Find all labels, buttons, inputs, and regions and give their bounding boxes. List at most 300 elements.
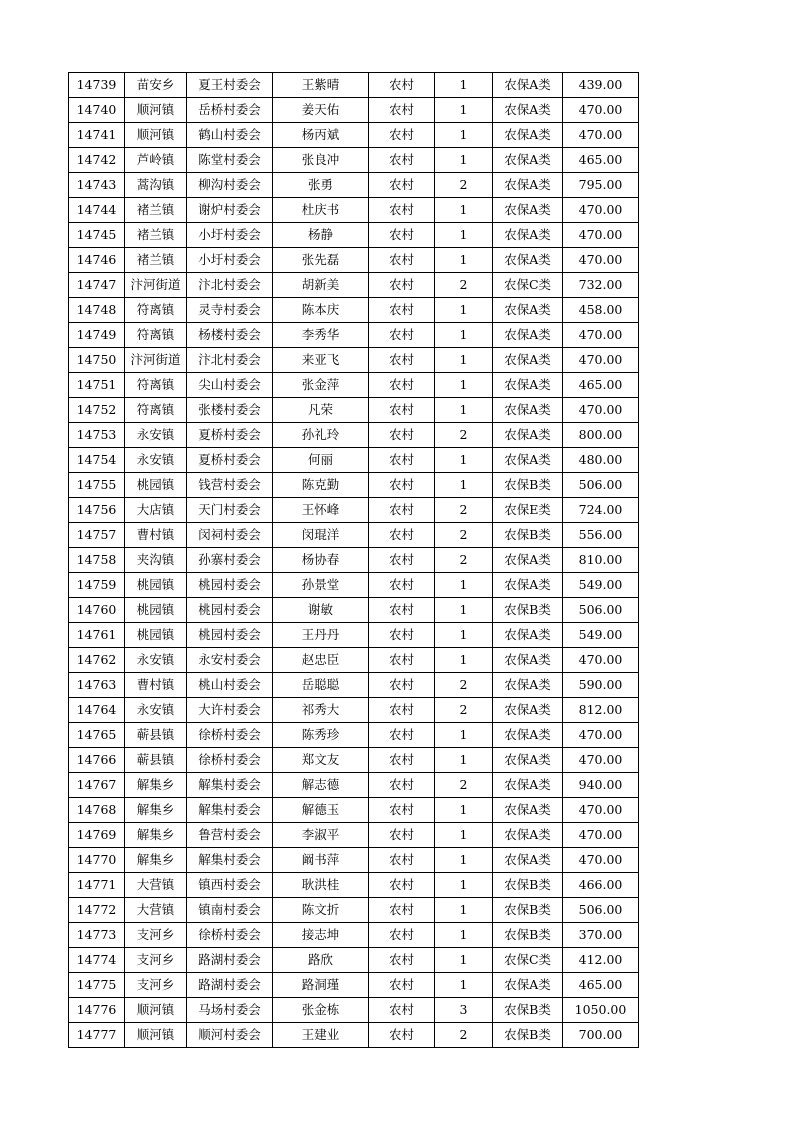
village-cell: 灵寺村委会 [187,298,273,323]
area-type-cell: 农村 [369,448,435,473]
table-row [69,473,639,498]
id-cell: 14772 [69,898,125,923]
township-cell: 芦岭镇 [125,148,187,173]
count-cell: 2 [435,1023,493,1048]
village-cell: 夏桥村委会 [187,448,273,473]
count-cell: 3 [435,998,493,1023]
count-cell: 2 [435,423,493,448]
amount-cell: 465.00 [563,373,639,398]
count-cell: 1 [435,873,493,898]
name-cell: 陈秀珍 [273,723,369,748]
table-row [69,948,639,973]
id-cell: 14739 [69,73,125,98]
table-row [69,773,639,798]
township-cell: 汴河街道 [125,348,187,373]
township-cell: 符离镇 [125,398,187,423]
name-cell: 祁秀大 [273,698,369,723]
count-cell: 1 [435,623,493,648]
table-row [69,698,639,723]
township-cell: 支河乡 [125,923,187,948]
id-cell: 14773 [69,923,125,948]
village-cell: 谢炉村委会 [187,198,273,223]
village-cell: 桃园村委会 [187,623,273,648]
amount-cell: 470.00 [563,323,639,348]
area-type-cell: 农村 [369,723,435,748]
township-cell: 蒿沟镇 [125,173,187,198]
table-row [69,398,639,423]
id-cell: 14745 [69,223,125,248]
name-cell: 接志坤 [273,923,369,948]
category-cell: 农保A类 [493,298,563,323]
area-type-cell: 农村 [369,998,435,1023]
table-row [69,373,639,398]
count-cell: 2 [435,523,493,548]
count-cell: 2 [435,773,493,798]
area-type-cell: 农村 [369,898,435,923]
village-cell: 解集村委会 [187,773,273,798]
name-cell: 张勇 [273,173,369,198]
amount-cell: 549.00 [563,623,639,648]
category-cell: 农保A类 [493,673,563,698]
name-cell: 杨静 [273,223,369,248]
count-cell: 1 [435,848,493,873]
area-type-cell: 农村 [369,123,435,148]
table-row [69,848,639,873]
category-cell: 农保A类 [493,323,563,348]
count-cell: 1 [435,973,493,998]
table-row [69,923,639,948]
township-cell: 桃园镇 [125,473,187,498]
amount-cell: 465.00 [563,973,639,998]
category-cell: 农保A类 [493,748,563,773]
count-cell: 1 [435,748,493,773]
village-cell: 大许村委会 [187,698,273,723]
area-type-cell: 农村 [369,948,435,973]
township-cell: 永安镇 [125,648,187,673]
id-cell: 14753 [69,423,125,448]
category-cell: 农保A类 [493,548,563,573]
name-cell: 姜天佑 [273,98,369,123]
table-row [69,873,639,898]
category-cell: 农保A类 [493,223,563,248]
count-cell: 1 [435,298,493,323]
township-cell: 大营镇 [125,873,187,898]
name-cell: 王怀峰 [273,498,369,523]
count-cell: 2 [435,673,493,698]
village-cell: 小圩村委会 [187,248,273,273]
area-type-cell: 农村 [369,98,435,123]
id-cell: 14742 [69,148,125,173]
village-cell: 徐桥村委会 [187,923,273,948]
table-row [69,548,639,573]
count-cell: 1 [435,73,493,98]
table-row [69,973,639,998]
category-cell: 农保A类 [493,198,563,223]
township-cell: 汴河街道 [125,273,187,298]
village-cell: 徐桥村委会 [187,748,273,773]
id-cell: 14744 [69,198,125,223]
name-cell: 杜庆书 [273,198,369,223]
category-cell: 农保A类 [493,573,563,598]
category-cell: 农保E类 [493,498,563,523]
area-type-cell: 农村 [369,598,435,623]
amount-cell: 812.00 [563,698,639,723]
township-cell: 褚兰镇 [125,223,187,248]
category-cell: 农保A类 [493,373,563,398]
village-cell: 桃园村委会 [187,573,273,598]
id-cell: 14768 [69,798,125,823]
area-type-cell: 农村 [369,148,435,173]
id-cell: 14754 [69,448,125,473]
amount-cell: 470.00 [563,748,639,773]
table-row [69,148,639,173]
amount-cell: 800.00 [563,423,639,448]
name-cell: 陈本庆 [273,298,369,323]
amount-cell: 724.00 [563,498,639,523]
area-type-cell: 农村 [369,523,435,548]
table-row [69,423,639,448]
id-cell: 14749 [69,323,125,348]
township-cell: 顺河镇 [125,998,187,1023]
category-cell: 农保A类 [493,448,563,473]
amount-cell: 470.00 [563,248,639,273]
count-cell: 1 [435,723,493,748]
amount-cell: 1050.00 [563,998,639,1023]
village-cell: 天门村委会 [187,498,273,523]
area-type-cell: 农村 [369,1023,435,1048]
township-cell: 桃园镇 [125,623,187,648]
count-cell: 1 [435,373,493,398]
count-cell: 1 [435,148,493,173]
table-row [69,223,639,248]
township-cell: 支河乡 [125,973,187,998]
table-row [69,798,639,823]
category-cell: 农保A类 [493,123,563,148]
name-cell: 张金栋 [273,998,369,1023]
village-cell: 顺河村委会 [187,1023,273,1048]
township-cell: 永安镇 [125,698,187,723]
township-cell: 桃园镇 [125,598,187,623]
area-type-cell: 农村 [369,273,435,298]
category-cell: 农保B类 [493,898,563,923]
township-cell: 顺河镇 [125,98,187,123]
amount-cell: 556.00 [563,523,639,548]
table-row [69,123,639,148]
township-cell: 大营镇 [125,898,187,923]
area-type-cell: 农村 [369,423,435,448]
category-cell: 农保A类 [493,73,563,98]
village-cell: 路湖村委会 [187,973,273,998]
village-cell: 路湖村委会 [187,948,273,973]
name-cell: 来亚飞 [273,348,369,373]
category-cell: 农保B类 [493,598,563,623]
area-type-cell: 农村 [369,848,435,873]
amount-cell: 470.00 [563,98,639,123]
count-cell: 1 [435,198,493,223]
category-cell: 农保A类 [493,623,563,648]
village-cell: 钱营村委会 [187,473,273,498]
table-row [69,748,639,773]
table-row [69,523,639,548]
name-cell: 胡新美 [273,273,369,298]
area-type-cell: 农村 [369,298,435,323]
id-cell: 14758 [69,548,125,573]
category-cell: 农保A类 [493,798,563,823]
id-cell: 14761 [69,623,125,648]
id-cell: 14775 [69,973,125,998]
count-cell: 1 [435,898,493,923]
township-cell: 曹村镇 [125,523,187,548]
area-type-cell: 农村 [369,223,435,248]
amount-cell: 470.00 [563,223,639,248]
category-cell: 农保A类 [493,723,563,748]
township-cell: 解集乡 [125,823,187,848]
amount-cell: 439.00 [563,73,639,98]
amount-cell: 470.00 [563,798,639,823]
area-type-cell: 农村 [369,698,435,723]
township-cell: 解集乡 [125,798,187,823]
village-cell: 解集村委会 [187,848,273,873]
id-cell: 14765 [69,723,125,748]
township-cell: 解集乡 [125,848,187,873]
township-cell: 夹沟镇 [125,548,187,573]
village-cell: 杨楼村委会 [187,323,273,348]
table-row [69,898,639,923]
area-type-cell: 农村 [369,973,435,998]
id-cell: 14743 [69,173,125,198]
id-cell: 14750 [69,348,125,373]
table-row [69,98,639,123]
area-type-cell: 农村 [369,648,435,673]
id-cell: 14774 [69,948,125,973]
count-cell: 2 [435,273,493,298]
village-cell: 解集村委会 [187,798,273,823]
id-cell: 14757 [69,523,125,548]
area-type-cell: 农村 [369,348,435,373]
id-cell: 14777 [69,1023,125,1048]
count-cell: 2 [435,173,493,198]
name-cell: 解德玉 [273,798,369,823]
category-cell: 农保B类 [493,998,563,1023]
table-row [69,823,639,848]
id-cell: 14766 [69,748,125,773]
id-cell: 14741 [69,123,125,148]
village-cell: 闵祠村委会 [187,523,273,548]
name-cell: 谢敏 [273,598,369,623]
id-cell: 14752 [69,398,125,423]
area-type-cell: 农村 [369,548,435,573]
category-cell: 农保A类 [493,648,563,673]
amount-cell: 549.00 [563,573,639,598]
area-type-cell: 农村 [369,323,435,348]
amount-cell: 470.00 [563,123,639,148]
amount-cell: 590.00 [563,673,639,698]
name-cell: 杨协春 [273,548,369,573]
table-row [69,298,639,323]
table-row [69,448,639,473]
amount-cell: 370.00 [563,923,639,948]
category-cell: 农保B类 [493,523,563,548]
table-row [69,673,639,698]
id-cell: 14751 [69,373,125,398]
amount-cell: 506.00 [563,598,639,623]
area-type-cell: 农村 [369,673,435,698]
area-type-cell: 农村 [369,198,435,223]
count-cell: 1 [435,823,493,848]
count-cell: 1 [435,923,493,948]
township-cell: 桃园镇 [125,573,187,598]
amount-cell: 795.00 [563,173,639,198]
name-cell: 孙景堂 [273,573,369,598]
name-cell: 闵琨洋 [273,523,369,548]
category-cell: 农保C类 [493,273,563,298]
area-type-cell: 农村 [369,173,435,198]
township-cell: 蕲县镇 [125,748,187,773]
count-cell: 1 [435,448,493,473]
village-cell: 镇南村委会 [187,898,273,923]
name-cell: 陈克勤 [273,473,369,498]
count-cell: 2 [435,698,493,723]
table-row [69,623,639,648]
amount-cell: 470.00 [563,198,639,223]
village-cell: 鲁营村委会 [187,823,273,848]
table-row [69,348,639,373]
area-type-cell: 农村 [369,73,435,98]
category-cell: 农保A类 [493,148,563,173]
name-cell: 李秀华 [273,323,369,348]
name-cell: 何丽 [273,448,369,473]
amount-cell: 466.00 [563,873,639,898]
village-cell: 桃山村委会 [187,673,273,698]
village-cell: 汴北村委会 [187,348,273,373]
id-cell: 14776 [69,998,125,1023]
area-type-cell: 农村 [369,498,435,523]
village-cell: 马场村委会 [187,998,273,1023]
village-cell: 柳沟村委会 [187,173,273,198]
id-cell: 14748 [69,298,125,323]
village-cell: 陈堂村委会 [187,148,273,173]
category-cell: 农保C类 [493,948,563,973]
id-cell: 14747 [69,273,125,298]
table-row [69,648,639,673]
amount-cell: 470.00 [563,848,639,873]
name-cell: 王丹丹 [273,623,369,648]
township-cell: 解集乡 [125,773,187,798]
name-cell: 耿洪桂 [273,873,369,898]
area-type-cell: 农村 [369,748,435,773]
area-type-cell: 农村 [369,798,435,823]
count-cell: 1 [435,348,493,373]
area-type-cell: 农村 [369,773,435,798]
name-cell: 王紫晴 [273,73,369,98]
village-cell: 岳桥村委会 [187,98,273,123]
township-cell: 永安镇 [125,448,187,473]
table-row [69,998,639,1023]
category-cell: 农保A类 [493,173,563,198]
table-row [69,723,639,748]
township-cell: 符离镇 [125,323,187,348]
table-body [69,73,639,1048]
id-cell: 14755 [69,473,125,498]
village-cell: 桃园村委会 [187,598,273,623]
amount-cell: 732.00 [563,273,639,298]
count-cell: 1 [435,98,493,123]
amount-cell: 700.00 [563,1023,639,1048]
count-cell: 1 [435,398,493,423]
table-row [69,498,639,523]
name-cell: 路欣 [273,948,369,973]
table-row [69,323,639,348]
village-cell: 永安村委会 [187,648,273,673]
name-cell: 解志德 [273,773,369,798]
category-cell: 农保B类 [493,873,563,898]
count-cell: 2 [435,548,493,573]
name-cell: 赵忠臣 [273,648,369,673]
count-cell: 1 [435,598,493,623]
id-cell: 14770 [69,848,125,873]
area-type-cell: 农村 [369,823,435,848]
category-cell: 农保A类 [493,848,563,873]
id-cell: 14760 [69,598,125,623]
name-cell: 阚书萍 [273,848,369,873]
township-cell: 苗安乡 [125,73,187,98]
count-cell: 1 [435,323,493,348]
amount-cell: 480.00 [563,448,639,473]
table-row [69,198,639,223]
table-row [69,573,639,598]
id-cell: 14762 [69,648,125,673]
name-cell: 张金萍 [273,373,369,398]
village-cell: 尖山村委会 [187,373,273,398]
area-type-cell: 农村 [369,573,435,598]
amount-cell: 470.00 [563,398,639,423]
village-cell: 镇西村委会 [187,873,273,898]
id-cell: 14769 [69,823,125,848]
category-cell: 农保B类 [493,1023,563,1048]
village-cell: 孙寨村委会 [187,548,273,573]
amount-cell: 412.00 [563,948,639,973]
category-cell: 农保B类 [493,473,563,498]
category-cell: 农保A类 [493,973,563,998]
township-cell: 顺河镇 [125,1023,187,1048]
township-cell: 符离镇 [125,373,187,398]
count-cell: 1 [435,573,493,598]
area-type-cell: 农村 [369,923,435,948]
category-cell: 农保A类 [493,423,563,448]
area-type-cell: 农村 [369,873,435,898]
village-cell: 鹤山村委会 [187,123,273,148]
name-cell: 张先磊 [273,248,369,273]
data-table [68,72,639,1048]
amount-cell: 940.00 [563,773,639,798]
township-cell: 符离镇 [125,298,187,323]
name-cell: 路洞瑾 [273,973,369,998]
area-type-cell: 农村 [369,623,435,648]
id-cell: 14767 [69,773,125,798]
amount-cell: 470.00 [563,723,639,748]
table-row [69,173,639,198]
village-cell: 小圩村委会 [187,223,273,248]
name-cell: 岳聪聪 [273,673,369,698]
name-cell: 李淑平 [273,823,369,848]
name-cell: 郑文友 [273,748,369,773]
category-cell: 农保A类 [493,773,563,798]
amount-cell: 465.00 [563,148,639,173]
area-type-cell: 农村 [369,398,435,423]
category-cell: 农保A类 [493,698,563,723]
township-cell: 永安镇 [125,423,187,448]
township-cell: 顺河镇 [125,123,187,148]
